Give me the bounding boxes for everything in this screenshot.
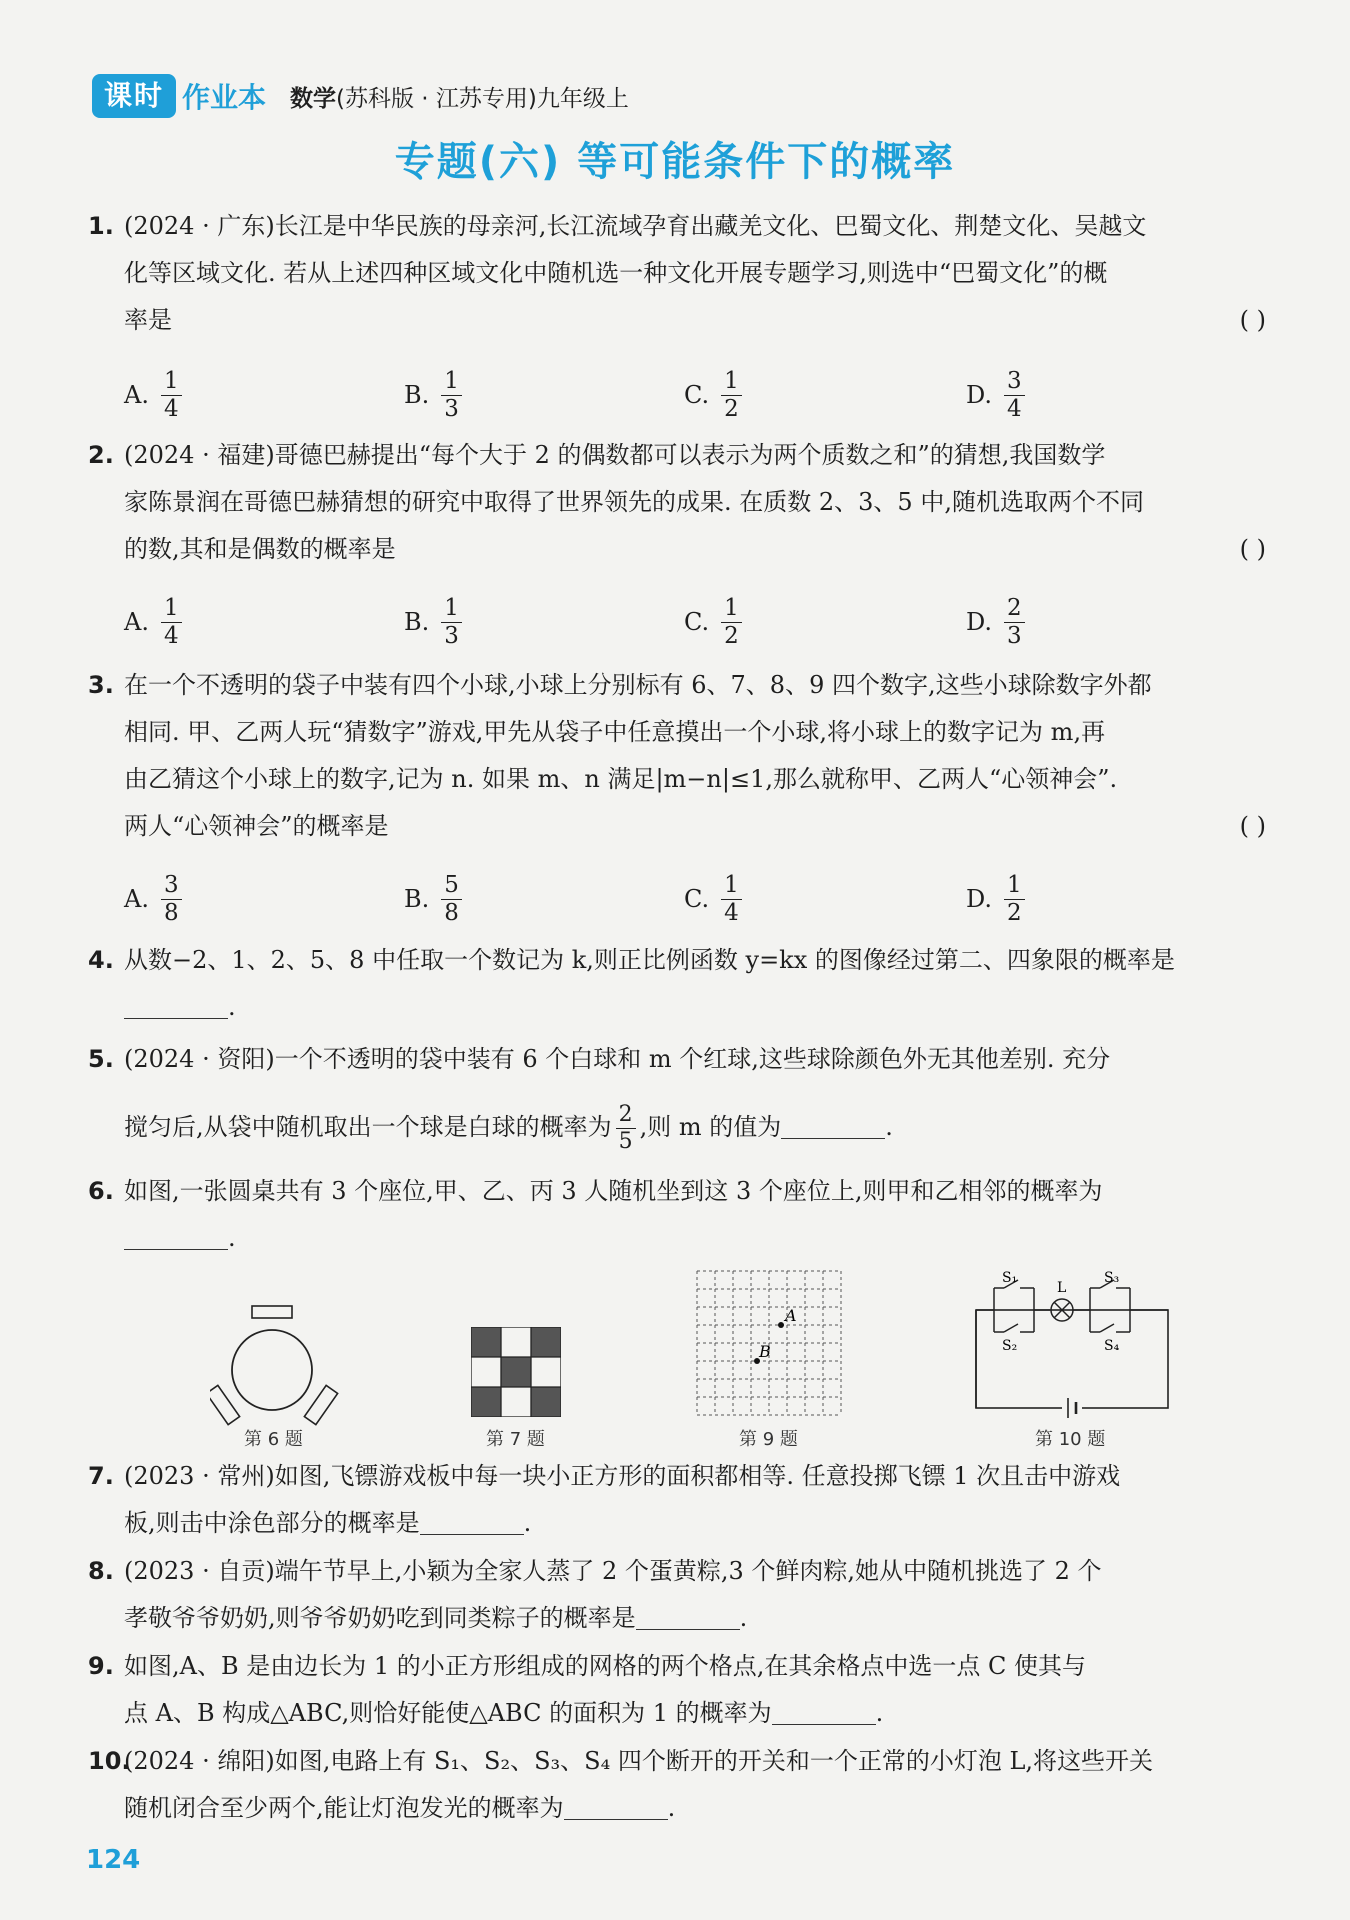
question-2 [88,432,1268,573]
label-s1: S₁ [1002,1270,1018,1286]
label-a: A [785,1306,797,1325]
question-text: 从数−2、1、2、5、8 中任取一个数记为 k,则正比例函数 y=kx 的图像经过第二、四象限的概率是 [124,946,1175,974]
question-number: 6. [88,1177,114,1205]
fraction [721,595,742,650]
question-text: 如图,一张圆桌共有 3 个座位,甲、乙、丙 3 人随机坐到这 3 个座位上,则甲和乙相邻的概率为 [124,1177,1103,1205]
answer-blank[interactable] [636,1603,740,1630]
answer-line [88,1215,1268,1262]
numerator: 1 [1004,872,1025,900]
option-b [404,360,462,430]
answer-blank[interactable] [124,1223,228,1250]
fraction [161,595,182,650]
numerator: 5 [441,872,462,900]
brand-logo: 课时 [92,74,176,118]
question-text-last [88,803,1268,850]
numerator: 1 [161,595,182,623]
fraction [1004,595,1025,650]
question-text: 率是 [124,306,172,334]
question-text: 板,则击中涂色部分的概率是 [124,1509,420,1537]
numerator: 2 [616,1102,636,1129]
answer-line [88,984,1268,1031]
option-d [966,587,1025,657]
question-text: (2024 · 绵阳)如图,电路上有 S₁、S₂、S₃、S₄ 四个断开的开关和一个正常的小灯泡 L,将这些开关 [124,1747,1154,1775]
denominator: 4 [163,395,179,422]
circuit-figure [972,1270,1172,1420]
fraction [616,1102,636,1155]
question-5 [88,1036,1268,1083]
denominator: 2 [724,622,739,649]
question-text: (2024 · 广东)长江是中华民族的母亲河,长江流域孕育出藏羌文化、巴蜀文化、荆楚文化、吴越文 [124,212,1147,240]
option-b [404,587,462,657]
question-text: 化等区域文化. 若从上述四种区域文化中随机选一种文化开展专题学习,则选中“巴蜀文化”的概 [124,259,1108,287]
period: . [228,1224,236,1252]
denominator: 2 [1007,899,1022,926]
option-label: A. [124,885,149,913]
answer-paren: ( ) [1239,535,1266,563]
question-text: (2023 · 自贡)端午节早上,小颖为全家人蒸了 2 个蛋黄粽,3 个鲜肉粽,她从中随机挑选了 2 个 [124,1557,1102,1585]
option-c [684,864,742,934]
option-label: D. [966,381,993,409]
period: . [228,993,236,1021]
numerator: 1 [161,368,182,396]
options-2 [124,587,1224,657]
question-number: 8. [88,1557,114,1585]
answer-blank[interactable] [564,1793,668,1820]
page-number: 124 [86,1845,141,1875]
numerator: 1 [441,595,462,623]
question-text: 点 A、B 构成△ABC,则恰好能使△ABC 的面积为 1 的概率为 [124,1699,772,1727]
question-text: 由乙猜这个小球上的数字,记为 n. 如果 m、n 满足|m−n|≤1,那么就称甲、乙两人“心领神会”. [124,765,1118,793]
question-6 [88,1168,1268,1262]
question-text: 如图,A、B 是由边长为 1 的小正方形组成的网格的两个格点,在其余格点中选一点 C 使其与 [124,1652,1087,1680]
page-header [92,70,629,122]
fraction [441,872,462,927]
option-label: A. [124,608,149,636]
brand-name: 作业本 [182,81,267,114]
question-number: 4. [88,946,114,974]
question-text: 搅匀后,从袋中随机取出一个球是白球的概率为 [124,1113,612,1141]
question-text: 孝敬爷爷奶奶,则爷爷奶奶吃到同类粽子的概率是 [124,1604,636,1632]
numerator: 1 [721,368,742,396]
option-d [966,864,1025,934]
point-a [778,1322,784,1328]
fraction [1004,368,1025,423]
denominator: 4 [1007,395,1022,422]
question-number: 3. [88,671,114,699]
question-text: 随机闭合至少两个,能让灯泡发光的概率为 [124,1794,564,1822]
question-text-last [88,1690,1268,1737]
question-text-last [88,526,1268,573]
fraction [161,368,182,423]
denominator: 2 [724,395,739,422]
question-9 [88,1643,1268,1737]
denominator: 4 [724,899,739,926]
question-text: 在一个不透明的袋子中装有四个小球,小球上分别标有 6、7、8、9 四个数字,这些小球除数字外都 [124,671,1152,699]
seat-right [304,1385,337,1424]
numerator: 1 [441,368,462,396]
circuit-wire [976,1310,1168,1408]
option-a [124,360,182,430]
period: . [523,1509,532,1537]
option-c [684,360,742,430]
grid-figure [696,1270,842,1416]
question-text: (2024 · 福建)哥德巴赫提出“每个大于 2 的偶数都可以表示为两个质数之和”的猜想,我国数学 [124,441,1106,469]
question-text-last [88,1500,1268,1547]
question-text: (2023 · 常州)如图,飞镖游戏板中每一块小正方形的面积都相等. 任意投掷飞镖 1 次且击中游戏 [124,1462,1121,1490]
label-s2: S₂ [1002,1338,1018,1354]
numerator: 3 [1004,368,1025,396]
question-3 [88,662,1268,850]
question-8 [88,1548,1268,1642]
option-label: D. [966,608,993,636]
answer-blank[interactable] [420,1508,524,1535]
question-number: 5. [88,1045,114,1073]
figure-caption: 第 6 题 [244,1429,303,1450]
denominator: 8 [163,899,179,926]
page-title: 专题(六) 等可能条件下的概率 [394,139,956,185]
options-3 [124,864,1224,934]
label-l: L [1057,1280,1067,1296]
question-text: (2024 · 资阳)一个不透明的袋中装有 6 个白球和 m 个红球,这些球除颜色外无其他差别. 充分 [124,1045,1111,1073]
edition: (苏科版 · 江苏专用)九年级上 [336,85,629,112]
question-text: 相同. 甲、乙两人玩“猜数字”游戏,甲先从袋子中任意摸出一个小球,将小球上的数字记为 m,再 [124,718,1106,746]
question-5-line2 [88,1095,1268,1159]
question-number: 9. [88,1652,114,1680]
denominator: 3 [444,395,459,422]
option-label: C. [684,885,710,913]
figure-caption: 第 7 题 [486,1429,545,1450]
table-circle [232,1330,312,1410]
denominator: 3 [1007,622,1022,649]
fraction [721,368,742,423]
question-1 [88,203,1268,344]
numerator: 1 [721,872,742,900]
denominator: 5 [618,1129,633,1154]
label-s4: S₄ [1104,1338,1120,1354]
period: . [667,1794,676,1822]
question-number: 7. [88,1462,114,1490]
option-label: B. [404,885,430,913]
denominator: 3 [444,622,459,649]
option-a [124,587,182,657]
question-number: 2. [88,441,114,469]
option-label: B. [404,608,430,636]
numerator: 2 [1004,595,1025,623]
answer-paren: ( ) [1239,306,1266,334]
fraction [441,368,462,423]
question-text-last [88,1785,1268,1832]
option-label: A. [124,381,149,409]
shaded-square [501,1357,531,1387]
option-d [966,360,1025,430]
period: . [739,1604,748,1632]
period: . [875,1699,884,1727]
dartboard-figure [471,1327,561,1417]
shaded-square [471,1327,501,1357]
question-text-last [88,1595,1268,1642]
denominator: 8 [444,899,459,926]
question-10 [88,1738,1268,1832]
fraction [1004,872,1025,927]
option-label: C. [684,381,710,409]
question-text: ,则 m 的值为 [639,1113,782,1141]
question-text: 的数,其和是偶数的概率是 [124,535,396,563]
label-b: B [759,1342,771,1361]
option-a [124,864,182,934]
numerator: 3 [161,872,182,900]
shaded-square [531,1327,561,1357]
question-text: 两人“心领神会”的概率是 [124,812,389,840]
figure-caption: 第 10 题 [1035,1429,1106,1450]
subject: 数学 [290,85,337,112]
round-table-figure [210,1302,340,1432]
option-label: D. [966,885,993,913]
answer-blank[interactable] [781,1112,885,1139]
question-number: 1. [88,212,114,240]
question-text: 家陈景润在哥德巴赫猜想的研究中取得了世界领先的成果. 在质数 2、3、5 中,随机选取两个不同 [124,488,1144,516]
question-text-last [88,1095,1268,1159]
fraction [161,872,182,927]
answer-paren: ( ) [1239,812,1266,840]
shaded-square [531,1387,561,1417]
question-7 [88,1453,1268,1547]
period: . [885,1113,893,1141]
figure-caption: 第 9 题 [739,1429,798,1450]
question-text-last [88,297,1268,344]
answer-blank[interactable] [124,992,228,1019]
question-4 [88,937,1268,1031]
shaded-square [471,1387,501,1417]
option-label: C. [684,608,710,636]
question-number: 10. [88,1747,131,1775]
options-1 [124,360,1224,430]
fraction [721,872,742,927]
answer-blank[interactable] [772,1698,876,1725]
label-s3: S₃ [1104,1270,1120,1286]
seat-top [252,1306,292,1318]
option-b [404,864,462,934]
numerator: 1 [721,595,742,623]
seat-left [210,1385,240,1424]
option-c [684,587,742,657]
option-label: B. [404,381,430,409]
subject-line [290,80,629,113]
fraction [441,595,462,650]
denominator: 4 [163,622,179,649]
